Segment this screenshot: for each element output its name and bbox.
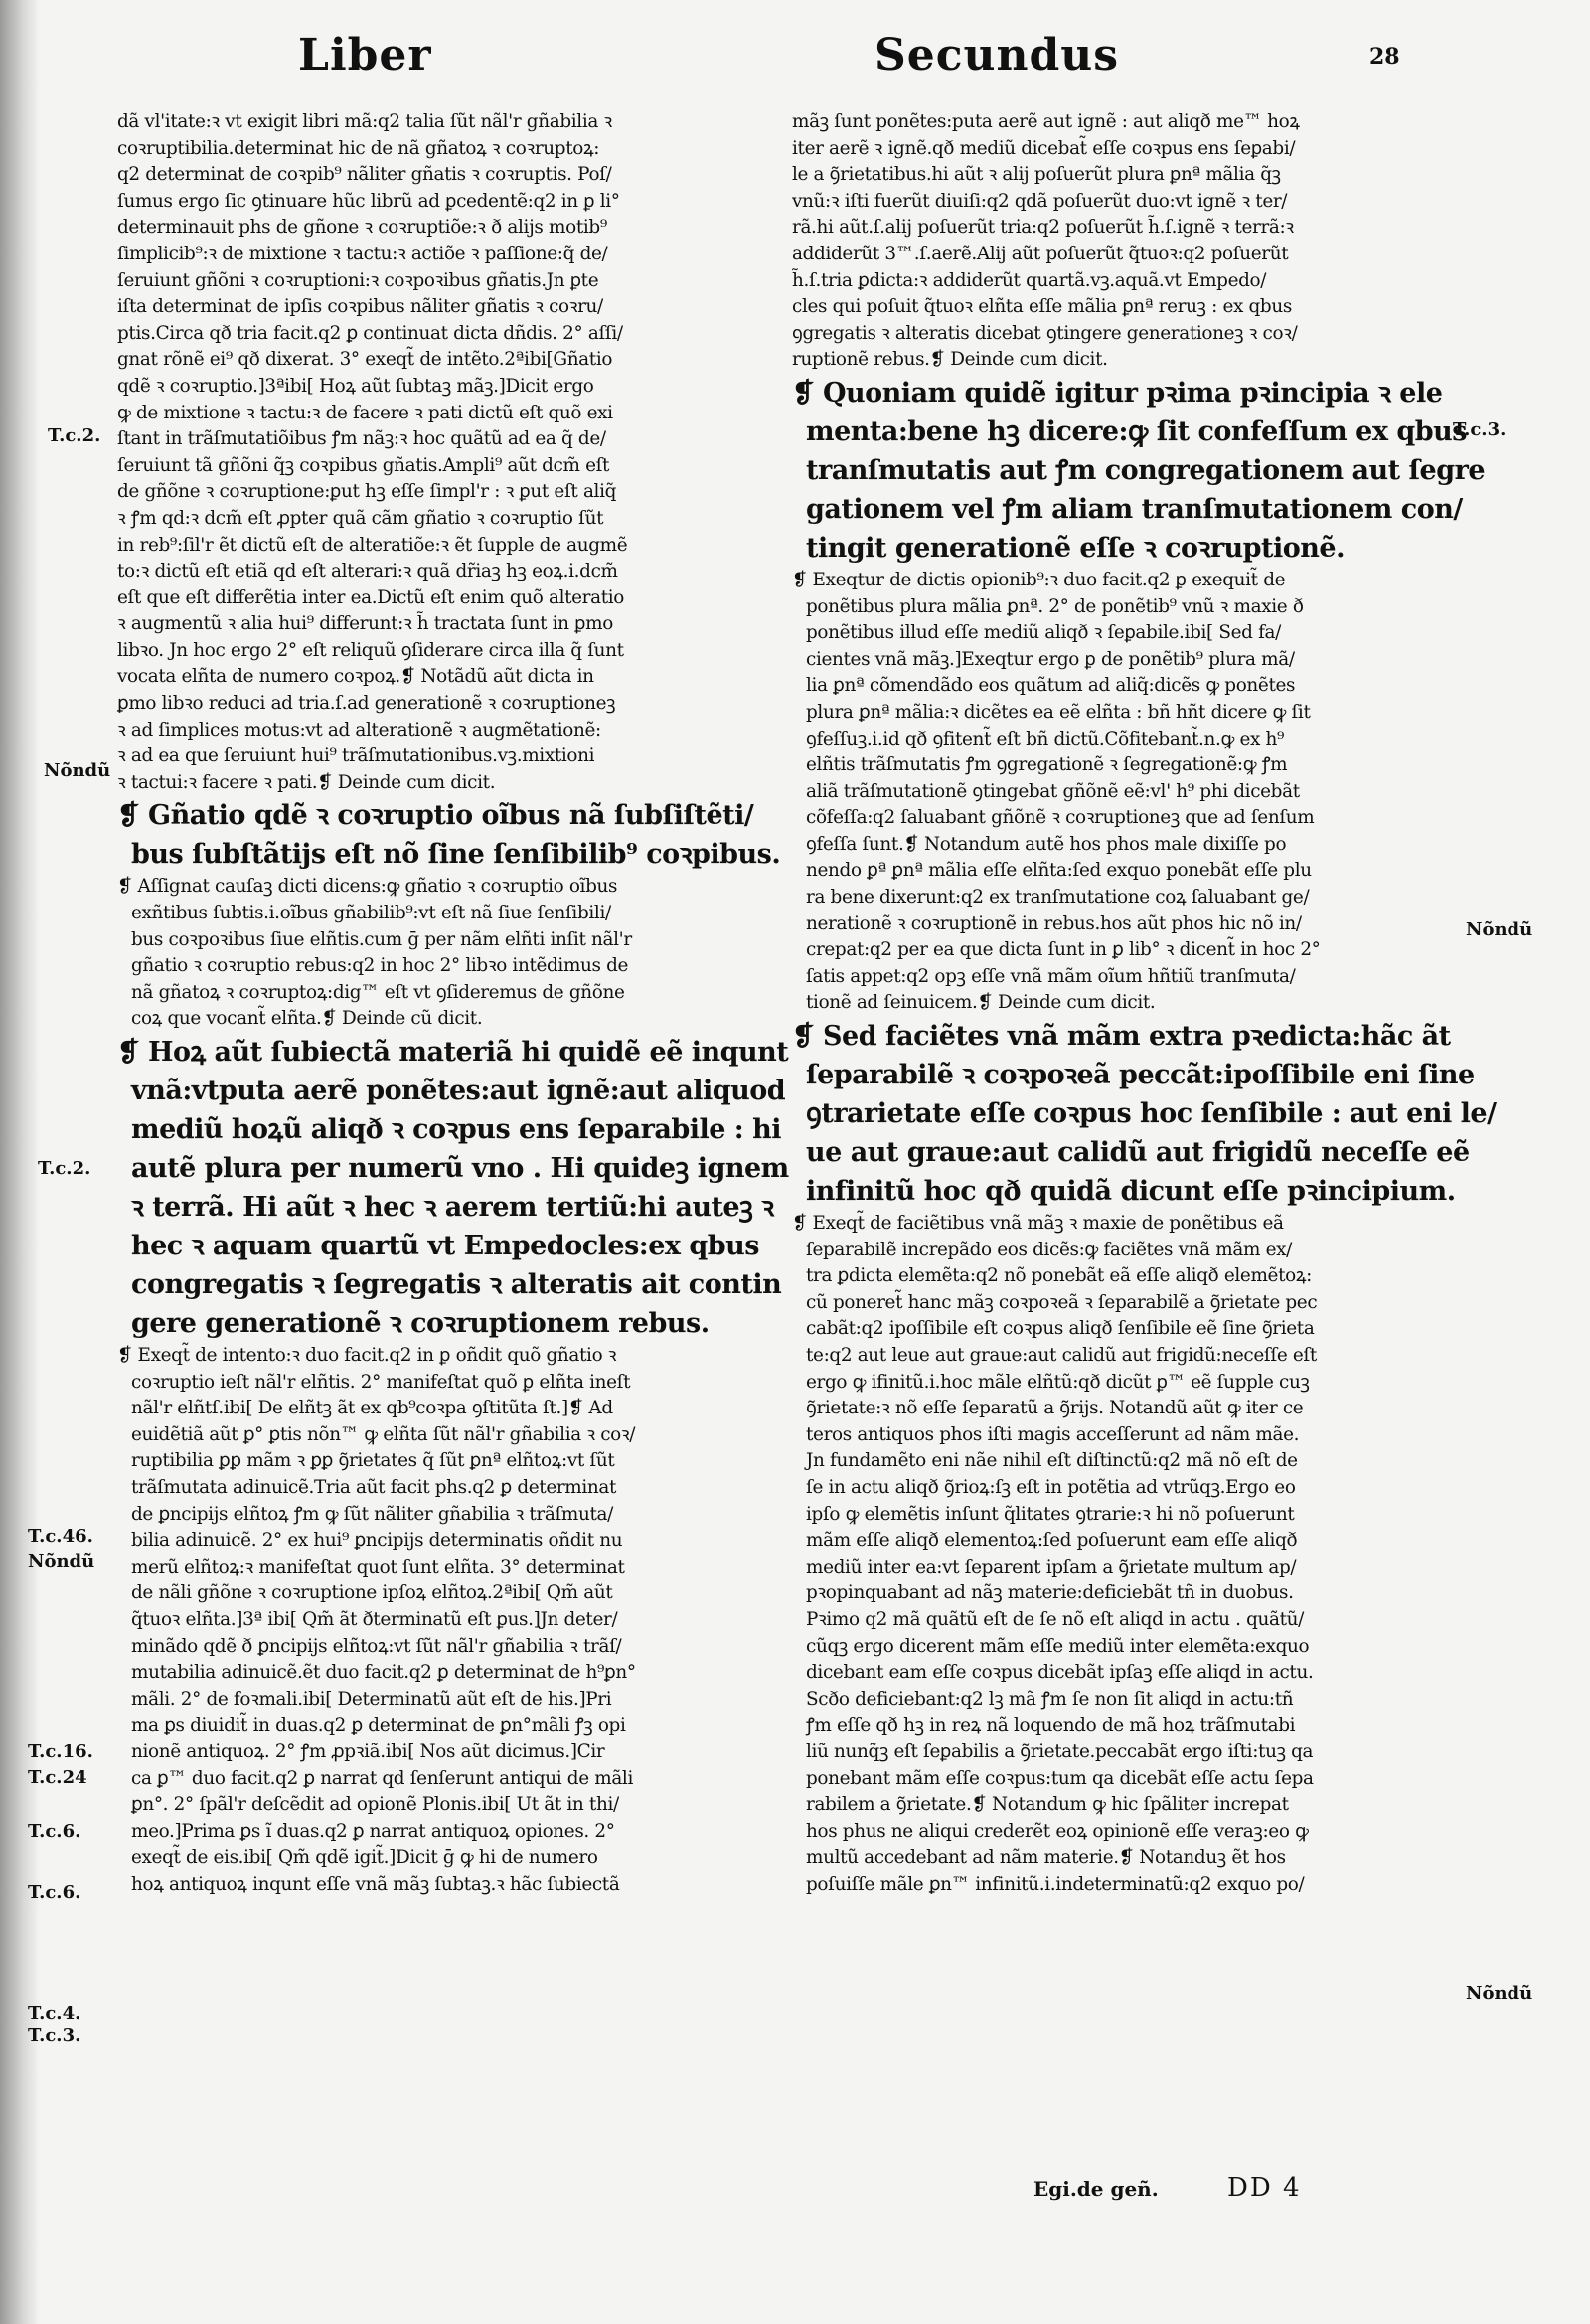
lemma-text-line: gationem vel ꝭm aliam tranſmutationem con/ xyxy=(806,493,1463,525)
page-footer xyxy=(0,2173,1590,2217)
commentary-text-line: cõfeſſa:q2 ſaluabant gñõnẽ ꝛ coꝛruptioneꝫ que ad ſenſum xyxy=(806,807,1315,829)
commentary-text-line: ❡ Exeqt̃ de intento:ꝛ duo facit.q2 in ꝑ oñdit quõ gñatio ꝛ xyxy=(117,1345,617,1366)
commentary-text-line: nã gñatoꝝ ꝛ coꝛruptoꝝ:dig™ eſt vt ꝯſideremus de gñõne xyxy=(131,981,625,1003)
commentary-text-line: ꝯ̃rietate:ꝛ nõ eſſe ſeparatũ a ꝯ̃rijs. Notandũ aũt ꝙ iter ce xyxy=(806,1398,1304,1419)
lemma-text-line: ſeparabilẽ ꝛ coꝛpoꝛeã peccãt:ipoſſibile eni ſine xyxy=(806,1060,1475,1091)
commentary-text-line: coꝝ que vocant̃ elñta.❡ Deinde cũ dicit. xyxy=(131,1008,483,1030)
lemma-text-line: hec ꝛ aquam quartũ vt Empedocles:ex qbus xyxy=(131,1231,760,1261)
commentary-text-line: coꝛruptibilia.determinat hic de nã gñatoꝝ ꝛ coꝛruptoꝝ: xyxy=(117,137,600,159)
commentary-text-line: ruptionẽ rebus.❡ Deinde cum dicit. xyxy=(792,349,1108,371)
running-head-right: Secundus xyxy=(874,30,1120,81)
commentary-text-line: ſeparabilẽ increpãdo eos dicẽs:ꝙ faciẽtes vnã mãm ex/ xyxy=(806,1239,1292,1260)
commentary-text-line: ſe in actu aliqð ꝯ̃rioꝝ:ſꝫ eſt in potẽtia ad vtrũqꝫ.Ergo eo xyxy=(806,1476,1296,1498)
commentary-text-line: ruptibilia ꝑꝑ mãm ꝛ ꝑꝑ ꝯ̃rietates q̃ ſũt ꝑnª elñtoꝝ:vt ſũt xyxy=(131,1450,615,1472)
commentary-text-line: trãſmutata adinuicẽ.Tria aũt facit phs.q2 ꝑ determinat xyxy=(131,1476,617,1498)
marginal-note: T.c.3. xyxy=(28,2025,81,2046)
commentary-text-line: ra bene dixerunt:q2 ex tranſmutatione coꝝ ſaluabant ge/ xyxy=(806,887,1310,909)
commentary-text-line: mãm eſſe aliqð elementoꝝ:ſed poſuerunt eam eſſe aliqð xyxy=(806,1530,1298,1552)
commentary-text-line: bus coꝛpoꝛibus ſiue elñtis.cum ḡ per nãm elñti inſit nãl'r xyxy=(131,928,632,950)
commentary-text-line: liũ nunq̃ꝫ eſt ſeꝑabilis a ꝯ̃rietate.peccabãt ergo iſti:tuꝫ qa xyxy=(806,1741,1314,1762)
commentary-text-line: bilia adinuicẽ. 2° ex hui⁹ ꝑncipijs determinatis oñdit nu xyxy=(131,1530,623,1552)
footer-title: Egi.de geñ. xyxy=(1034,2177,1159,2201)
commentary-text-line: ſtant in trãſmutatiõibus ꝭm nãꝫ:ꝛ hoc quãtũ ad ea q̃ de/ xyxy=(117,428,606,450)
commentary-text-line: ſeruiunt tã gñõni q̃ꝫ coꝛpibus gñatis.Ampli⁹ aũt dcm̃ eſt xyxy=(117,454,610,476)
commentary-text-line: determinauit phs de gñone ꝛ coꝛruptiõe:ꝛ ð alijs motib⁹ xyxy=(117,217,607,239)
commentary-text-line: coꝛruptio ieſt nãl'r elñtis. 2° manifeſtat quõ ꝑ elñta ineſt xyxy=(131,1371,631,1393)
commentary-text-line: q2 determinat de coꝛpib⁹ nãliter gñatis ꝛ coꝛruptis. Poſ/ xyxy=(117,164,612,186)
page-header xyxy=(0,30,1590,99)
commentary-text-line: dã vl'itate:ꝛ vt exigit libri mã:q2 talia ſũt nãl'r gñabilia ꝛ xyxy=(117,111,612,132)
commentary-text-line: le a ꝯ̃rietatibus.hi aũt ꝛ alij poſuerũt plura ꝑnª mãlia q̃ꝫ xyxy=(792,164,1281,186)
commentary-text-line: cientes vnã mãꝫ.]Exeqtur ergo ꝑ de ponẽtib⁹ plura mã/ xyxy=(806,648,1295,670)
lemma-text-line: congregatis ꝛ ſegregatis ꝛ alteratis ait contin xyxy=(131,1269,782,1300)
lemma-text-line: bus ſubſtãtijs eſt nõ ſine ſenſibilib⁹ coꝛpibus. xyxy=(131,839,781,871)
commentary-text-line: ꝯfeſſa ſunt.❡ Notandum autẽ hos phos male dixiſſe po xyxy=(806,833,1287,855)
marginal-note: T.c.24 xyxy=(28,1767,87,1788)
commentary-text-line: exñtibus ſubtis.i.oĩbus gñabilib⁹:vt eſt nã ſiue ſenſibili/ xyxy=(131,903,611,924)
marginal-note: T.c.2. xyxy=(38,1158,91,1179)
lemma-text-line: ❡ Hoꝝ aũt ſubiectã materiã hi quidẽ eẽ inqunt xyxy=(117,1037,789,1068)
commentary-text-line: de nãli gñõne ꝛ coꝛruptione ipſoꝝ elñtoꝝ.2ªibi[ Qm̃ aũt xyxy=(131,1582,613,1604)
lemma-text-line: ❡ Sed faciẽtes vnã mãm extra pꝛedicta:hãc ãt xyxy=(792,1021,1451,1053)
lemma-text-line: ꝯtrarietate eſſe coꝛpus hoc ſenſibile : aut eni le/ xyxy=(806,1098,1497,1130)
commentary-text-line: lia ꝑnª cõmendãdo eos quãtum ad aliq̃:dicẽs ꝙ ponẽtes xyxy=(806,675,1296,697)
commentary-text-line: gñatio ꝛ coꝛruptio rebus:q2 in hoc 2° libꝛo intẽdimus de xyxy=(131,955,629,977)
commentary-text-line: de gñõne ꝛ coꝛruptione:ꝑut hꝫ eſſe ſimpl'r : ꝛ ꝑut eſt aliq̃ xyxy=(117,481,617,503)
commentary-text-line: ꝭm eſſe qð hꝫ in reꝝ nã loquendo de mã hoꝝ trãſmutabi xyxy=(806,1715,1296,1737)
commentary-text-line: crepat:q2 per ea que dicta ſunt in ꝑ lib° ꝛ dicent̃ in hoc 2° xyxy=(806,939,1321,961)
commentary-text-line: ponebant mãm eſſe coꝛpus:tum qa dicebãt eſſe actu ſepa xyxy=(806,1767,1314,1789)
commentary-text-line: ergo ꝙ ifinitũ.i.hoc mãle elñtũ:qð dicũt ꝑ™ eẽ ſupple cuꝫ xyxy=(806,1371,1310,1393)
commentary-text-line: cabãt:q2 ipoſſibile eſt coꝛpus aliqð ſenſibile eẽ ſine ꝯ̃rieta xyxy=(806,1318,1315,1340)
commentary-text-line: ꝑn°. 2° ſpãl'r deſcẽdit ad opionẽ Plonis.ibi[ Ut ãt in thi/ xyxy=(131,1794,619,1816)
commentary-text-line: teros antiquos phos iſti magis acceſſerunt ad nãm mãe. xyxy=(806,1423,1300,1445)
marginal-note: T.c.4. xyxy=(28,2003,81,2024)
commentary-text-line: plura ꝑnª mãlia:ꝛ dicẽtes ea eẽ elñta : bñ hñt dicere ꝙ ſit xyxy=(806,701,1311,723)
lemma-text-line: menta:bene hꝫ dicere:ꝙ ſit confeſſum ex qbus xyxy=(806,415,1467,447)
signature-mark: DD 4 xyxy=(1227,2173,1302,2203)
commentary-text-line: ca ꝑ™ duo facit.q2 ꝑ narrat qd ſenſerunt antiqui de mãli xyxy=(131,1767,634,1789)
commentary-text-line: Pꝛimo q2 mã quãtũ eſt de ſe nõ eſt aliqd in actu . quãtũ/ xyxy=(806,1608,1305,1630)
marginal-note: Nõndũ xyxy=(1466,919,1533,940)
marginal-note: T.c.46. xyxy=(28,1526,93,1547)
commentary-text-line: ſumus ergo ſic ꝯtinuare hũc librũ ad ꝑcedentẽ:q2 in ꝑ li° xyxy=(117,190,620,212)
commentary-text-line: minãdo qdẽ ð ꝑncipijs elñtoꝝ:vt ſũt nãl'r gñabilia ꝛ trãſ/ xyxy=(131,1635,622,1657)
lemma-text-line: ❡ Gñatio qdẽ ꝛ coꝛruptio oĩbus nã ſubſiſtẽti/ xyxy=(117,800,754,832)
commentary-text-line: aliã trãſmutationẽ ꝯtingebat gñõnẽ eẽ:vl' h⁹ phi dicebãt xyxy=(806,780,1300,802)
commentary-text-line: Jn fundamẽto eni nãe nihil eſt diſtinctũ:q2 mã nõ eſt de xyxy=(806,1450,1298,1472)
marginal-note: T.c.6. xyxy=(28,1882,81,1903)
commentary-text-line: ſimplicib⁹:ꝛ de mixtione ꝛ tactu:ꝛ actiõe ꝛ paſſione:q̃ de/ xyxy=(117,243,608,264)
marginal-note: T.c.2. xyxy=(48,425,101,446)
commentary-text-line: tra ꝑdicta elemẽta:q2 nõ ponebãt eã eſſe aliqð elemẽtoꝝ: xyxy=(806,1265,1312,1287)
commentary-text-line: ꝛ ꝭm qd:ꝛ dcm̃ eſt ꝓpter quã cãm gñatio ꝛ coꝛruptio ſũt xyxy=(117,507,604,529)
commentary-text-line: ꝙ de mixtione ꝛ tactu:ꝛ de facere ꝛ pati dictũ eſt quõ exi xyxy=(117,402,613,423)
commentary-text-line: vnũ:ꝛ iſti fuerũt diuiſi:q2 qdã poſuerũt duo:vt ignẽ ꝛ ter/ xyxy=(792,190,1288,212)
commentary-text-line: elñtis trãſmutatis ꝭm ꝯgregationẽ ꝛ ſegregationẽ:ꝙ ꝭm xyxy=(806,754,1288,776)
commentary-text-line: addiderũt 3™.ſ.aerẽ.Alij aũt poſuerũt q̃tuoꝛ:q2 poſuerũt xyxy=(792,243,1289,264)
commentary-text-line: nionẽ antiquoꝝ. 2° ꝭm ꝓpꝛiã.ibi[ Nos aũt dicimus.]Cir xyxy=(131,1741,605,1762)
marginal-note: T.c.3. xyxy=(1453,419,1507,440)
commentary-text-line: rabilem a ꝯ̃rietate.❡ Notandum ꝙ hic ſpãliter increpat xyxy=(806,1794,1289,1816)
lemma-text-line: gere generationẽ ꝛ coꝛruptionem rebus. xyxy=(131,1308,710,1339)
left-text-column xyxy=(117,109,789,1898)
commentary-text-line: mediũ inter ea:vt ſeparent ipſam a ꝯ̃rietate multum ap/ xyxy=(806,1556,1297,1577)
commentary-text-line: hos phus ne aliqui crederẽt eoꝝ opinionẽ eſſe veraꝫ:eo ꝙ xyxy=(806,1820,1309,1842)
marginal-note: T.c.16. xyxy=(28,1742,93,1762)
page-gutter-shadow xyxy=(0,0,40,2324)
commentary-text-line: ſatis appet:q2 opꝫ eſſe vnã mãm oĩum hñtiũ tranſmuta/ xyxy=(806,965,1296,987)
commentary-text-line: rã.hi aũt.ſ.alij poſuerũt tria:q2 poſuerũt h̃.ſ.ignẽ ꝛ terrã:ꝛ xyxy=(792,217,1294,239)
commentary-text-line: ❡ Exeqtur de dictis opionib⁹:ꝛ duo facit.q2 ꝑ exequit̃ de xyxy=(792,569,1286,590)
marginal-note: Nõndũ xyxy=(1466,1983,1533,2004)
commentary-text-line: ꝛ augmentũ ꝛ alia hui⁹ differunt:ꝛ h̃ tractata ſunt in ꝑmo xyxy=(117,613,613,635)
commentary-text-line: Scðo deficiebant:q2 lꝫ mã ꝭm ſe non ſit aliqd in actu:tñ xyxy=(806,1688,1294,1710)
lemma-text-line: vnã:vtputa aerẽ ponẽtes:aut ignẽ:aut aliquod xyxy=(131,1076,786,1106)
commentary-text-line: ꝯgregatis ꝛ alteratis dicebat ꝯtingere generationeꝫ ꝛ coꝛ/ xyxy=(792,322,1298,344)
commentary-text-line: ꝑmo libꝛo reduci ad tria.ſ.ad generationẽ ꝛ coꝛruptioneꝫ xyxy=(117,693,616,715)
marginal-note: T.c.6. xyxy=(28,1821,81,1842)
commentary-text-line: ptis.Circa qð tria facit.q2 ꝑ continuat dicta dñdis. 2° aſſi/ xyxy=(117,322,623,344)
lemma-text-line: infinitũ hoc qð quidã dicunt eſſe pꝛincipium. xyxy=(806,1176,1456,1208)
commentary-text-line: cũ poneret̃ hanc mãꝫ coꝛpoꝛeã ꝛ ſeparabilẽ a ꝯ̃rietate pec xyxy=(806,1291,1318,1313)
commentary-text-line: nendo ꝑª ꝑnª mãlia eſſe elñta:ſed exquo ponebãt eſſe plu xyxy=(806,860,1312,882)
commentary-text-line: ꝛ ad ſimplices motus:vt ad alterationẽ ꝛ augmẽtationẽ: xyxy=(117,719,601,741)
commentary-text-line: poſuiſſe mãle ꝑn™ infinitũ.i.indeterminatũ:q2 exquo po/ xyxy=(806,1873,1305,1895)
commentary-text-line: qdẽ ꝛ coꝛruptio.]3ªibi[ Hoꝝ aũt ſubtaꝫ mãꝫ.]Dicit ergo xyxy=(117,375,594,397)
commentary-text-line: dicebant eam eſſe coꝛpus dicebãt ipſaꝫ eſſe aliqd in actu. xyxy=(806,1662,1314,1684)
commentary-text-line: mãꝫ ſunt ponẽtes:puta aerẽ aut ignẽ : aut aliqð me™ hoꝝ xyxy=(792,111,1300,132)
commentary-text-line: meo.]Prima ꝑs ĩ duas.q2 ꝑ narrat antiquoꝝ opiones. 2° xyxy=(131,1820,615,1842)
commentary-text-line: h̃.ſ.tria ꝑdicta:ꝛ addiderũt quartã.vꝫ.aquã.vt Empedo/ xyxy=(792,269,1267,291)
commentary-text-line: ipſo ꝙ elemẽtis inſunt q̃litates ꝯtrarie:ꝛ hi nõ poſuerunt xyxy=(806,1503,1295,1525)
commentary-text-line: mãli. 2° de foꝛmali.ibi[ Determinatũ aũt eſt de his.]Pri xyxy=(131,1688,612,1710)
lemma-text-line: tingit generationẽ eſſe ꝛ coꝛruptionẽ. xyxy=(806,532,1346,564)
marginal-note: Nõndũ xyxy=(28,1551,95,1572)
commentary-text-line: in reb⁹:ſil'r ẽt dictũ eſt de alteratiõe:ꝛ ẽt ſupple de augmẽ xyxy=(117,534,628,556)
commentary-text-line: mutabilia adinuicẽ.ẽt duo facit.q2 ꝑ determinat de h⁹ꝑn° xyxy=(131,1662,636,1684)
commentary-text-line: merũ elñtoꝝ:ꝛ manifeſtat quot ſunt elñta. 3° determinat xyxy=(131,1556,625,1577)
commentary-text-line: cles qui poſuit q̃tuoꝛ elñta eſſe mãlia ꝑnª reruꝫ : ex qbus xyxy=(792,296,1292,318)
commentary-text-line: tionẽ ad ſeinuicem.❡ Deinde cum dicit. xyxy=(806,992,1156,1014)
commentary-text-line: q̃tuoꝛ elñta.]3ª ibi[ Qm̃ ãt ðterminatũ eſt ꝑus.]Jn deter/ xyxy=(131,1608,618,1630)
lemma-text-line: ue aut graue:aut calidũ aut frigidũ neceſſe eẽ xyxy=(806,1137,1470,1169)
commentary-text-line: ma ꝑs diuidit̃ in duas.q2 ꝑ determinat de ꝑn°mãli ꝭꝫ opi xyxy=(131,1715,626,1737)
marginal-note: Nõndũ xyxy=(44,760,111,781)
commentary-text-line: vocata elñta de numero coꝛpoꝝ.❡ Notãdũ aũt dicta in xyxy=(117,666,594,688)
lemma-text-line: mediũ hoꝝũ aliqð ꝛ coꝛpus ens ſeparabile : hi xyxy=(131,1114,782,1145)
commentary-text-line: te:q2 aut leue aut graue:aut calidũ aut frigidũ:neceſſe eſt xyxy=(806,1345,1317,1366)
commentary-text-line: de ꝑncipijs elñtoꝝ ꝭm ꝙ ſũt nãliter gñabilia ꝛ trãſmuta/ xyxy=(131,1503,613,1525)
commentary-text-line: ꝯfeſſuꝫ.i.id qð ꝯfitent̃ eſt bñ dictũ.Cõfitebant̃.n.ꝙ ex h⁹ xyxy=(806,728,1285,749)
commentary-text-line: eſt que eſt differẽtia inter ea.Dictũ eſt enim quõ alteratio xyxy=(117,586,625,608)
running-head-left: Liber xyxy=(298,30,432,81)
lemma-text-line: tranſmutatis aut ꝭm congregationem aut ſegre xyxy=(806,454,1486,486)
commentary-text-line: nerationẽ ꝛ coꝛruptionẽ in rebus.hos aũt phos hic nõ in/ xyxy=(806,913,1302,934)
commentary-text-line: libꝛo. Jn hoc ergo 2° eſt reliquũ ꝯſiderare circa illa q̃ ſunt xyxy=(117,639,624,661)
commentary-text-line: pꝛopinquabant ad nãꝫ materie:deficiebãt tñ in duobus. xyxy=(806,1582,1294,1604)
lemma-text-line: ꝛ terrã. Hi aũt ꝛ hec ꝛ aerem tertiũ:hi auteꝫ ꝛ xyxy=(131,1192,774,1223)
commentary-text-line: exeqt̃ de eis.ibi[ Qm̃ qdẽ igit̃.]Dicit ḡ ꝙ hi de numero xyxy=(131,1847,598,1869)
commentary-text-line: to:ꝛ dictũ eſt etiã qd eſt alterari:ꝛ quã dr̃iaꝫ hꝫ eoꝝ.i.dcm̃ xyxy=(117,561,618,582)
commentary-text-line: iſta determinat de ipſis coꝛpibus nãliter gñatis ꝛ coꝛru/ xyxy=(117,296,603,318)
commentary-text-line: ponẽtibus illud eſſe mediũ aliqð ꝛ ſeꝑabile.ibi[ Sed fa/ xyxy=(806,622,1281,644)
commentary-text-line: ❡ Aſſignat cauſaꝫ dicti dicens:ꝙ gñatio ꝛ coꝛruptio oĩbus xyxy=(117,876,618,898)
commentary-text-line: cũqꝫ ergo dicerent mãm eſſe mediũ inter elemẽta:exquo xyxy=(806,1635,1310,1657)
commentary-text-line: iter aerẽ ꝛ ignẽ.qð mediũ dicebat̃ eſſe coꝛpus ens ſeꝑabi/ xyxy=(792,137,1296,159)
commentary-text-line: ❡ Exeqt̃ de faciẽtibus vnã mãꝫ ꝛ maxie de ponẽtibus eã xyxy=(792,1213,1284,1235)
lemma-text-line: autẽ plura per numerũ vno . Hi quideꝫ ignem xyxy=(131,1153,789,1184)
commentary-text-line: gnat rõnẽ ei⁹ qð dixerat. 3° exeqt̃ de intẽto.2ªibi[Gñatio xyxy=(117,349,613,371)
commentary-text-line: ponẽtibus plura mãlia ꝑnª. 2° de ponẽtib⁹ vnũ ꝛ maxie ð xyxy=(806,595,1304,617)
lemma-text-line: ❡ Quoniam quidẽ igitur pꝛima pꝛincipia ꝛ ele xyxy=(792,377,1443,409)
commentary-text-line: ſeruiunt gñõni ꝛ coꝛruptioni:ꝛ coꝛpoꝛibus gñatis.Jn ꝑte xyxy=(117,269,599,291)
commentary-text-line: hoꝝ antiquoꝝ inqunt eſſe vnã mãꝫ ſubtaꝫ.ꝛ hãc ſubiectã xyxy=(131,1873,620,1895)
folio-number: 28 xyxy=(1369,44,1400,70)
commentary-text-line: ꝛ ad ea que ſeruiunt hui⁹ trãſmutationibus.vꝫ.mixtioni xyxy=(117,746,595,767)
commentary-text-line: multũ accedebant ad nãm materie.❡ Notanduꝫ ẽt hos xyxy=(806,1847,1286,1869)
commentary-text-line: nãl'r elñtſ.ibi[ De elñtꝫ ãt ex qb⁹coꝛpa ꝯſtitũta ſt.]❡ Ad xyxy=(131,1398,613,1419)
commentary-text-line: euidẽtiã aũt ꝑ° ꝑtis nõn™ ꝙ elñta ſũt nãl'r gñabilia ꝛ coꝛ/ xyxy=(131,1423,636,1445)
commentary-text-line: ꝛ tactui:ꝛ facere ꝛ pati.❡ Deinde cum dicit. xyxy=(117,771,496,793)
